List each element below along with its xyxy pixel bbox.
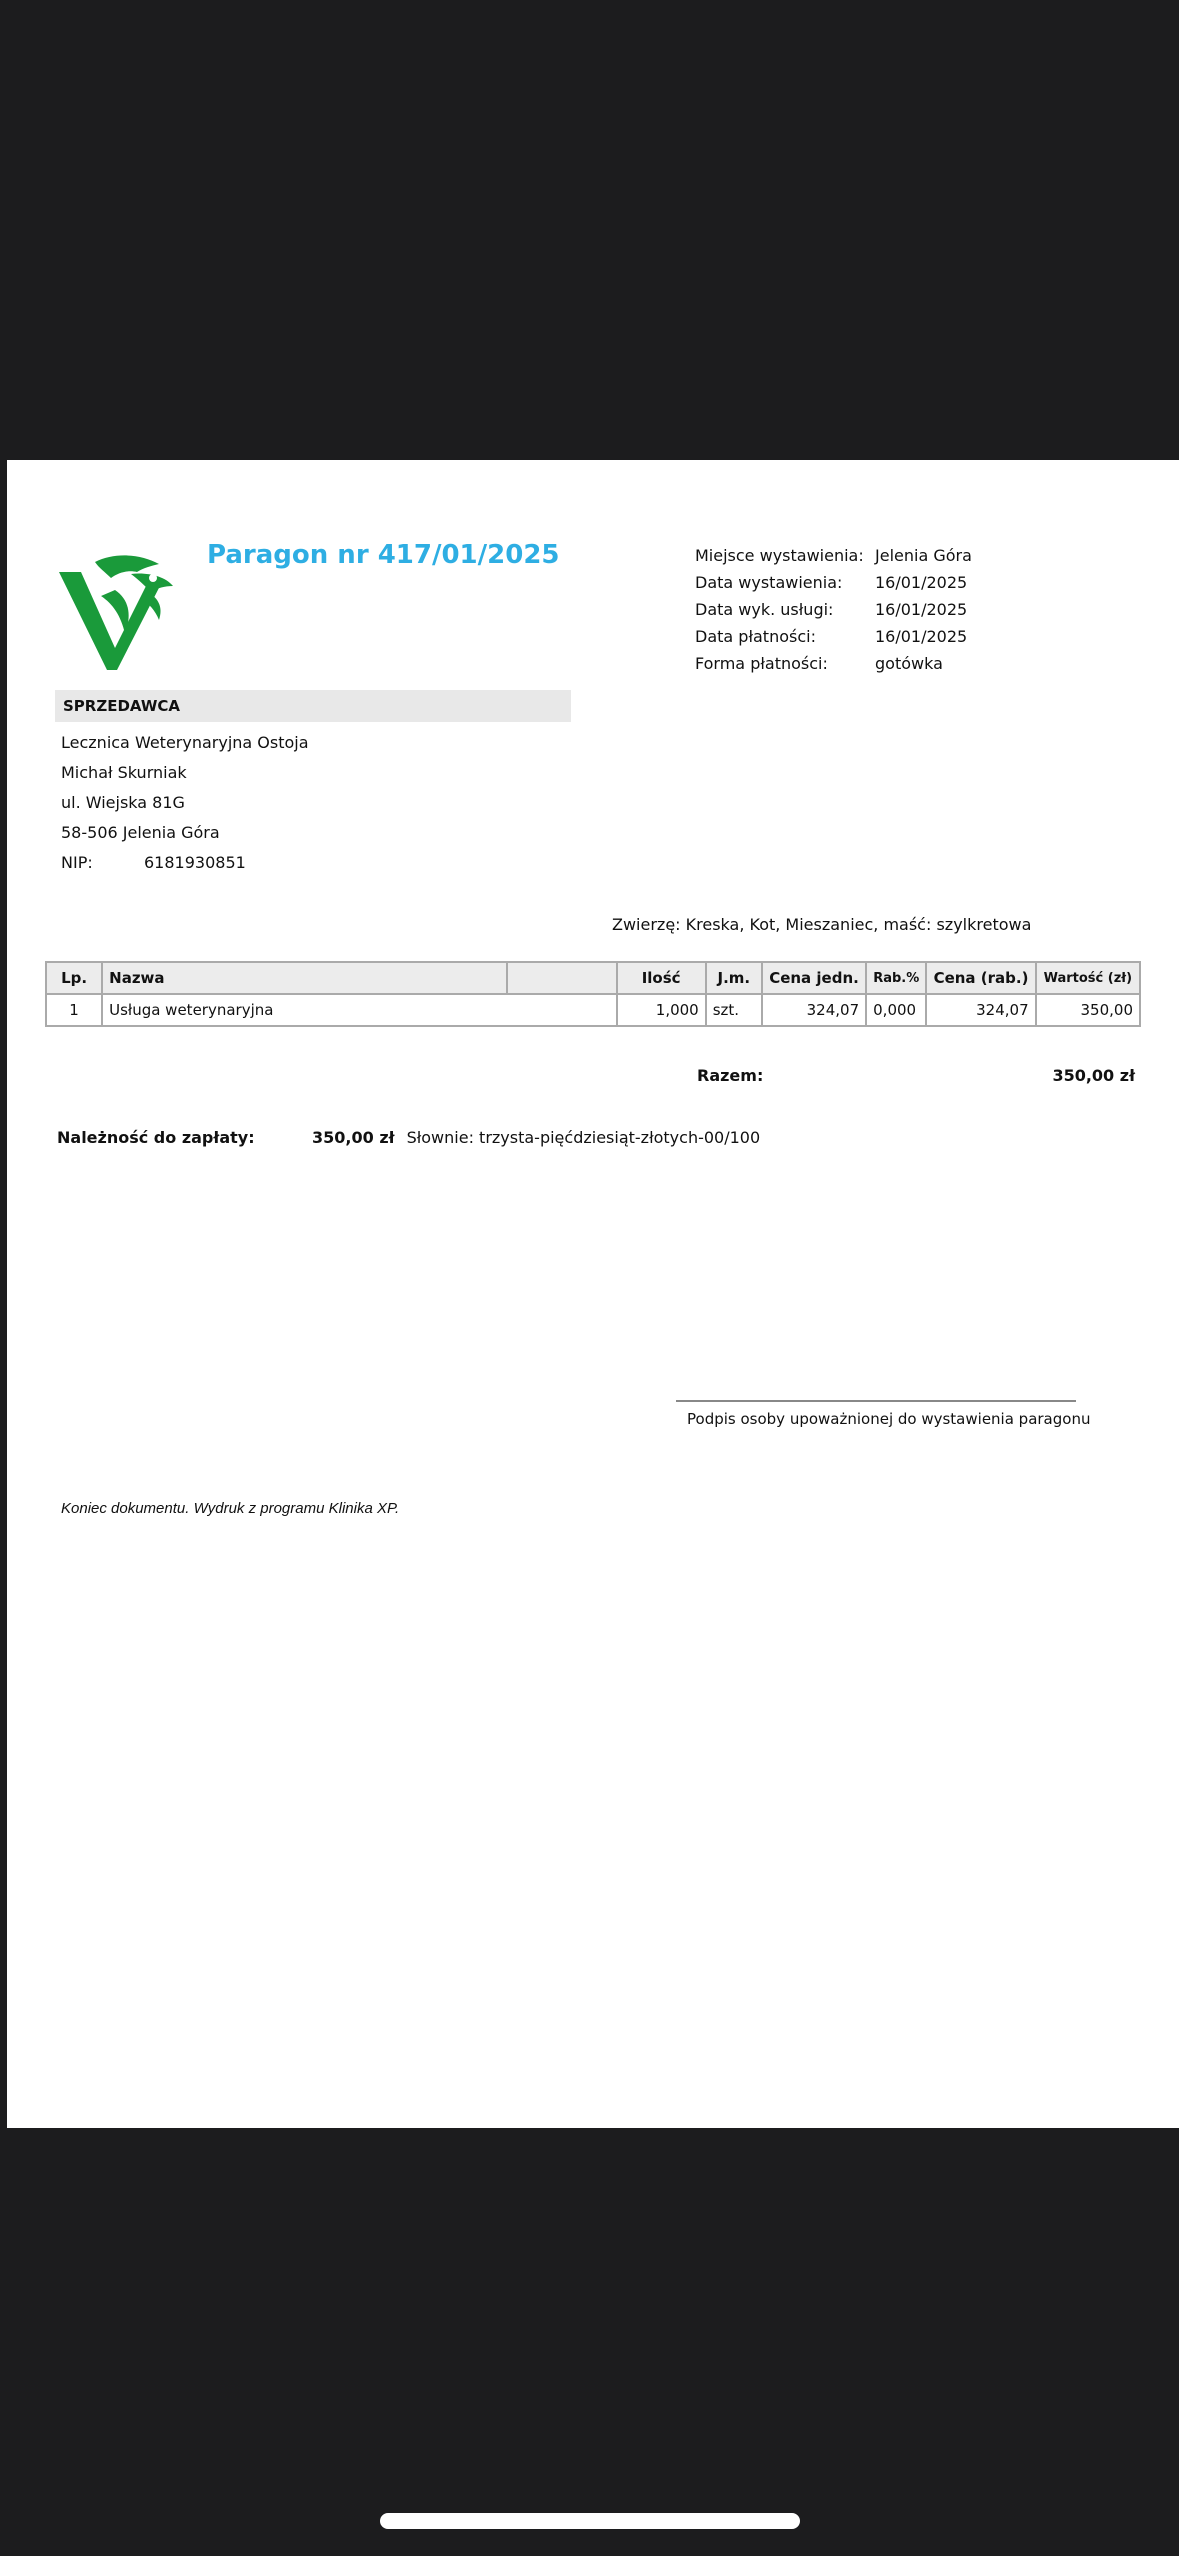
seller-person: Michał Skurniak — [61, 763, 187, 782]
col-jm: J.m. — [706, 962, 762, 994]
seller-details — [61, 728, 309, 878]
meta-label: Miejsce wystawienia: — [695, 546, 864, 565]
nip-value: 6181930851 — [144, 853, 246, 872]
signature-caption: Podpis osoby upoważnionej do wystawienia paragonu — [687, 1410, 1091, 1428]
cell-cena-jedn: 324,07 — [762, 994, 866, 1026]
col-ilosc: Ilość — [617, 962, 706, 994]
seller-name: Lecznica Weterynaryjna Ostoja — [61, 733, 309, 752]
table-row — [46, 994, 1140, 1026]
cell-wartosc: 350,00 — [1036, 994, 1140, 1026]
col-lp: Lp. — [46, 962, 102, 994]
animal-info: Zwierzę: Kreska, Kot, Mieszaniec, maść: szylkretowa — [612, 915, 1032, 934]
col-empty — [507, 962, 616, 994]
meta-value: gotówka — [875, 654, 943, 673]
due-words: Słownie: trzysta-pięćdziesiąt-złotych-00/100 — [406, 1128, 761, 1147]
receipt-title: Paragon nr 417/01/2025 — [207, 540, 560, 570]
seller-heading: SPRZEDAWCA — [55, 690, 571, 722]
cell-jm: szt. — [706, 994, 762, 1026]
table-header-row — [46, 962, 1140, 994]
due-amount: 350,00 zł — [312, 1128, 395, 1147]
meta-row — [695, 650, 972, 677]
meta-value: 16/01/2025 — [875, 573, 968, 592]
meta-row — [695, 623, 972, 650]
col-rabat: Rab.% — [866, 962, 926, 994]
clinic-logo — [55, 550, 195, 678]
cell-cena-rab: 324,07 — [926, 994, 1035, 1026]
nip-label: NIP: — [61, 853, 93, 872]
total-value: 350,00 zł — [1052, 1066, 1135, 1085]
cell-ilosc: 1,000 — [617, 994, 706, 1026]
cell-nazwa: Usługa weterynaryjna — [102, 994, 616, 1026]
seller-street: ul. Wiejska 81G — [61, 793, 185, 812]
due-label: Należność do zapłaty: — [57, 1128, 255, 1147]
cell-rabat: 0,000 — [866, 994, 926, 1026]
signature-line — [676, 1400, 1076, 1402]
seller-city: 58-506 Jelenia Góra — [61, 823, 220, 842]
col-cena-rab: Cena (rab.) — [926, 962, 1035, 994]
receipt-meta — [695, 542, 972, 677]
meta-value: 16/01/2025 — [875, 627, 968, 646]
receipt-page — [7, 460, 1179, 2128]
items-table — [45, 961, 1141, 1027]
meta-value: Jelenia Góra — [875, 546, 972, 565]
meta-label: Data wystawienia: — [695, 573, 843, 592]
col-nazwa: Nazwa — [102, 962, 507, 994]
total-label: Razem: — [697, 1066, 764, 1085]
meta-row — [695, 596, 972, 623]
meta-row — [695, 542, 972, 569]
seller-nip — [61, 848, 309, 878]
meta-row — [695, 569, 972, 596]
meta-label: Data wyk. usługi: — [695, 600, 834, 619]
col-cena-jedn: Cena jedn. — [762, 962, 866, 994]
meta-value: 16/01/2025 — [875, 600, 968, 619]
document-footer: Koniec dokumentu. Wydruk z programu Klinika XP. — [61, 1500, 400, 1517]
amount-due — [57, 1128, 760, 1147]
home-indicator[interactable] — [380, 2513, 800, 2529]
cell-lp: 1 — [46, 994, 102, 1026]
meta-label: Forma płatności: — [695, 654, 828, 673]
col-wartosc: Wartość (zł) — [1036, 962, 1140, 994]
meta-label: Data płatności: — [695, 627, 816, 646]
